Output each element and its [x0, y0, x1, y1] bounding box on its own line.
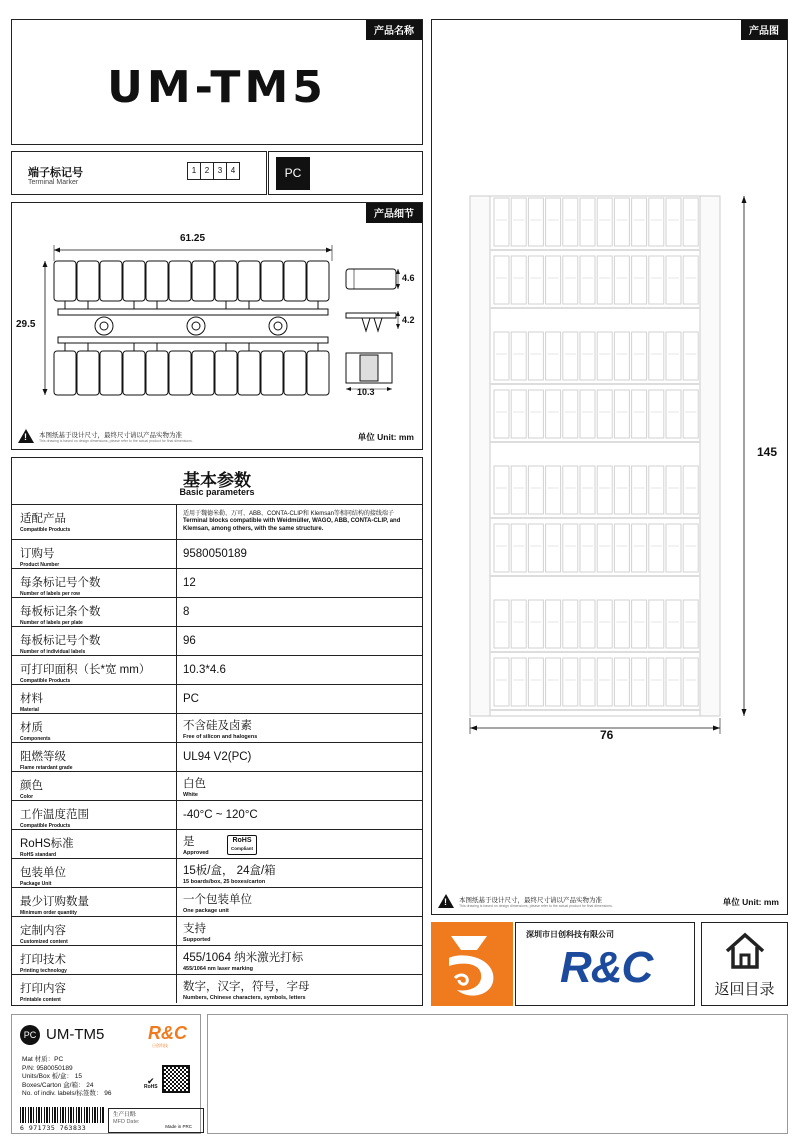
back-to-catalog-label: 返回目录: [714, 981, 775, 998]
label-info-line: Mat 材质：PC: [22, 1056, 64, 1063]
dim-side-height-label: 4.2: [402, 315, 415, 325]
param-row: [12, 945, 422, 974]
param-row: [12, 974, 422, 1003]
params-title: 基本参数: [183, 471, 251, 490]
param-value: 96: [183, 635, 196, 647]
param-row: [12, 568, 422, 597]
details-unit: 单位 Unit: mm: [357, 432, 414, 442]
param-row: [12, 742, 422, 771]
back-to-catalog-button[interactable]: [701, 922, 788, 1006]
param-label: 订购号: [20, 548, 55, 560]
brand-swirl-icon: [431, 922, 513, 1006]
rc-logo: R&C: [560, 943, 653, 992]
param-label-en: Product Number: [20, 562, 60, 568]
params-title-en: Basic parameters: [179, 487, 255, 497]
company-name: 深圳市日创科技有限公司: [526, 930, 614, 939]
qr-code: [162, 1065, 190, 1093]
product-name-panel: [11, 19, 423, 145]
marker-sample-cells: [188, 162, 240, 180]
label-product-name: UM-TM5: [46, 1026, 105, 1043]
param-label-en: Package Unit: [20, 881, 52, 887]
param-label-en: RoHS standard: [20, 852, 57, 858]
details-note-text-en: This drawing is based on design dimensions, please refer to the actual product for final dimensions.: [39, 438, 193, 443]
param-value-en: Terminal blocks compatible with Weidmüller, WAGO, ABB, CONTA-CLIP, and Klemsan, among others, with the same structure.: [183, 518, 401, 532]
param-value: 数字，汉字，符号，字母: [183, 980, 310, 993]
blank-panel: [207, 1014, 788, 1134]
param-value-en: Free of silicon and halogens: [183, 733, 258, 740]
param-value: 455/1064 纳米激光打标: [183, 951, 304, 964]
param-row: [12, 539, 422, 568]
dim-bottom-width-label: 10.3: [357, 387, 375, 397]
image-note: [438, 894, 613, 908]
param-value: -40°C ~ 120°C: [183, 809, 258, 821]
rohs-compliant-badge: RoHS Compliant: [227, 835, 257, 855]
basic-parameters-table: [11, 457, 423, 1006]
brand-mark-logo: [431, 922, 513, 1006]
label-info-line: Boxes/Carton 盒/箱： 24: [22, 1081, 94, 1089]
home-icon: [723, 931, 767, 971]
image-dim-width-label: 76: [600, 728, 614, 742]
param-row: [12, 829, 422, 858]
details-note: [18, 429, 193, 443]
package-label-card: [11, 1014, 201, 1134]
product-image-panel: [431, 19, 788, 915]
label-logo: R&C: [148, 1023, 187, 1043]
param-label: 阻燃等级: [20, 751, 66, 763]
material-chip-panel: [268, 151, 423, 195]
marker-cell: 4: [226, 162, 240, 180]
param-row: [12, 858, 422, 887]
param-row: [12, 800, 422, 829]
label-material-chip: PC: [20, 1025, 40, 1045]
param-label: 工作温度范围: [20, 809, 89, 821]
made-in-label: Made in PRC: [165, 1124, 192, 1129]
param-value: 适用于魏德米勒、万可、ABB、CONTA-CLIP和 Klemsan等相同结构的接线端子: [183, 510, 394, 517]
param-row: [12, 713, 422, 742]
param-row: [12, 597, 422, 626]
product-image-tag: 产品图: [741, 20, 787, 40]
barcode: [20, 1107, 104, 1123]
param-row: [12, 504, 422, 539]
label-logo-sub: 日创科技: [152, 1043, 168, 1048]
param-value: 8: [183, 606, 190, 618]
param-value: 支持: [183, 922, 206, 935]
param-value: UL94 V2(PC): [183, 751, 252, 763]
param-label: 材料: [20, 693, 43, 705]
param-value: 15板/盒， 24盒/箱: [183, 864, 276, 877]
param-row: [12, 655, 422, 684]
param-label: 每板标记条个数: [20, 606, 101, 618]
param-label-en: Flame retardant grade: [20, 765, 73, 771]
dim-top-height-label: 4.6: [402, 273, 415, 283]
top-label-row: [54, 261, 329, 301]
label-rohs-mark: ✔ RoHS: [144, 1076, 158, 1090]
param-value-en: White: [183, 791, 198, 798]
dim-height-label: 29.5: [16, 319, 36, 330]
warning-icon: !: [438, 894, 454, 908]
param-label: 颜色: [20, 780, 43, 792]
param-value-en: Numbers, Chinese characters, symbols, letters: [183, 994, 306, 1001]
param-row: [12, 626, 422, 655]
param-label-en: Compatible Products: [20, 527, 71, 533]
detail-drawing: [12, 221, 422, 431]
product-name-tag: 产品名称: [366, 20, 422, 40]
param-label-en: Printing technology: [20, 968, 67, 974]
marker-plate-drawing: [432, 190, 787, 750]
param-label-en: Components: [20, 736, 51, 742]
param-label-en: Material: [20, 707, 39, 713]
image-note-text-en: This drawing is based on design dimensions, please refer to the actual product for final dimensions.: [459, 903, 613, 908]
image-dim-height-label: 145: [757, 445, 778, 459]
company-logo-panel: [515, 922, 695, 1006]
param-label: 适配产品: [20, 513, 66, 525]
image-unit: 单位 Unit: mm: [722, 897, 779, 907]
param-label-en: Color: [20, 794, 34, 800]
warning-icon: !: [18, 429, 34, 443]
param-value: 9580050189: [183, 548, 247, 560]
param-value: 12: [183, 577, 196, 589]
param-value: 白色: [183, 777, 206, 790]
param-label: 定制内容: [20, 925, 66, 937]
param-label: 每条标记号个数: [20, 577, 101, 589]
param-label: 最少订购数量: [20, 896, 89, 908]
terminal-marker-label: 端子标记号: [28, 167, 83, 179]
param-value: 是: [183, 835, 195, 848]
terminal-marker-panel: [11, 151, 267, 195]
param-label: 每板标记号个数: [20, 635, 101, 647]
param-label-en: Number of individual labels: [20, 649, 86, 655]
bottom-label-row: [54, 351, 329, 395]
label-info-line: P/N: 9580050189: [22, 1064, 73, 1072]
check-icon: ✔: [147, 1076, 155, 1086]
param-label-en: Number of labels per plate: [20, 620, 83, 626]
label-info-line: No. of indiv. labels/标签数： 96: [22, 1090, 112, 1097]
barcode-number: 6 971735 763833: [20, 1124, 87, 1132]
marker-cell: 2: [200, 162, 214, 180]
param-label-en: Number of labels per row: [20, 591, 81, 597]
product-title: UM-TM5: [107, 62, 327, 113]
material-chip: PC: [276, 157, 310, 190]
details-note-text: 本图纸基于设计尺寸，最终尺寸请以产品实物为准: [39, 431, 182, 439]
param-value-en: 15 boards/box, 25 boxes/carton: [183, 878, 266, 885]
dim-width-label: 61.25: [180, 233, 206, 244]
product-details-panel: [11, 202, 423, 450]
param-row: [12, 771, 422, 800]
param-label: 材质: [20, 722, 43, 734]
product-details-tag: 产品细节: [366, 203, 422, 223]
marker-cell: 1: [187, 162, 201, 180]
param-value: 10.3*4.6: [183, 664, 226, 676]
terminal-marker-label-en: Terminal Marker: [28, 179, 79, 186]
param-value-en: Approved: [183, 849, 209, 856]
param-label: RoHS标准: [20, 838, 74, 850]
param-row: [12, 684, 422, 713]
param-label-en: Compatible Products: [20, 678, 71, 684]
image-note-text: 本图纸基于设计尺寸，最终尺寸请以产品实物为准: [459, 896, 602, 904]
param-label: 包装单位: [20, 867, 66, 879]
param-value-en: One package unit: [183, 907, 229, 914]
param-row: [12, 916, 422, 945]
param-value: 不含硅及卤素: [183, 719, 252, 732]
mfd-date-box: 生产日期: MFD Date:: [108, 1108, 204, 1133]
param-value: 一个包装单位: [183, 893, 252, 906]
param-label: 可打印面积（长*宽 mm）: [20, 664, 151, 676]
param-label-en: Minimum order quantity: [20, 910, 77, 916]
param-value-en: Supported: [183, 936, 211, 943]
label-info: [22, 1056, 111, 1099]
param-label-en: Printable content: [20, 997, 61, 1003]
param-label: 打印技术: [20, 954, 66, 966]
marker-cell: 3: [213, 162, 227, 180]
param-label-en: Compatible Products: [20, 823, 71, 829]
param-row: [12, 887, 422, 916]
label-info-line: Units/Box 板/盒： 15: [22, 1073, 82, 1080]
param-label: 打印内容: [20, 983, 66, 995]
param-value-en: 455/1064 nm laser marking: [183, 965, 254, 972]
param-value: PC: [183, 693, 199, 705]
param-label-en: Customized content: [20, 939, 68, 945]
